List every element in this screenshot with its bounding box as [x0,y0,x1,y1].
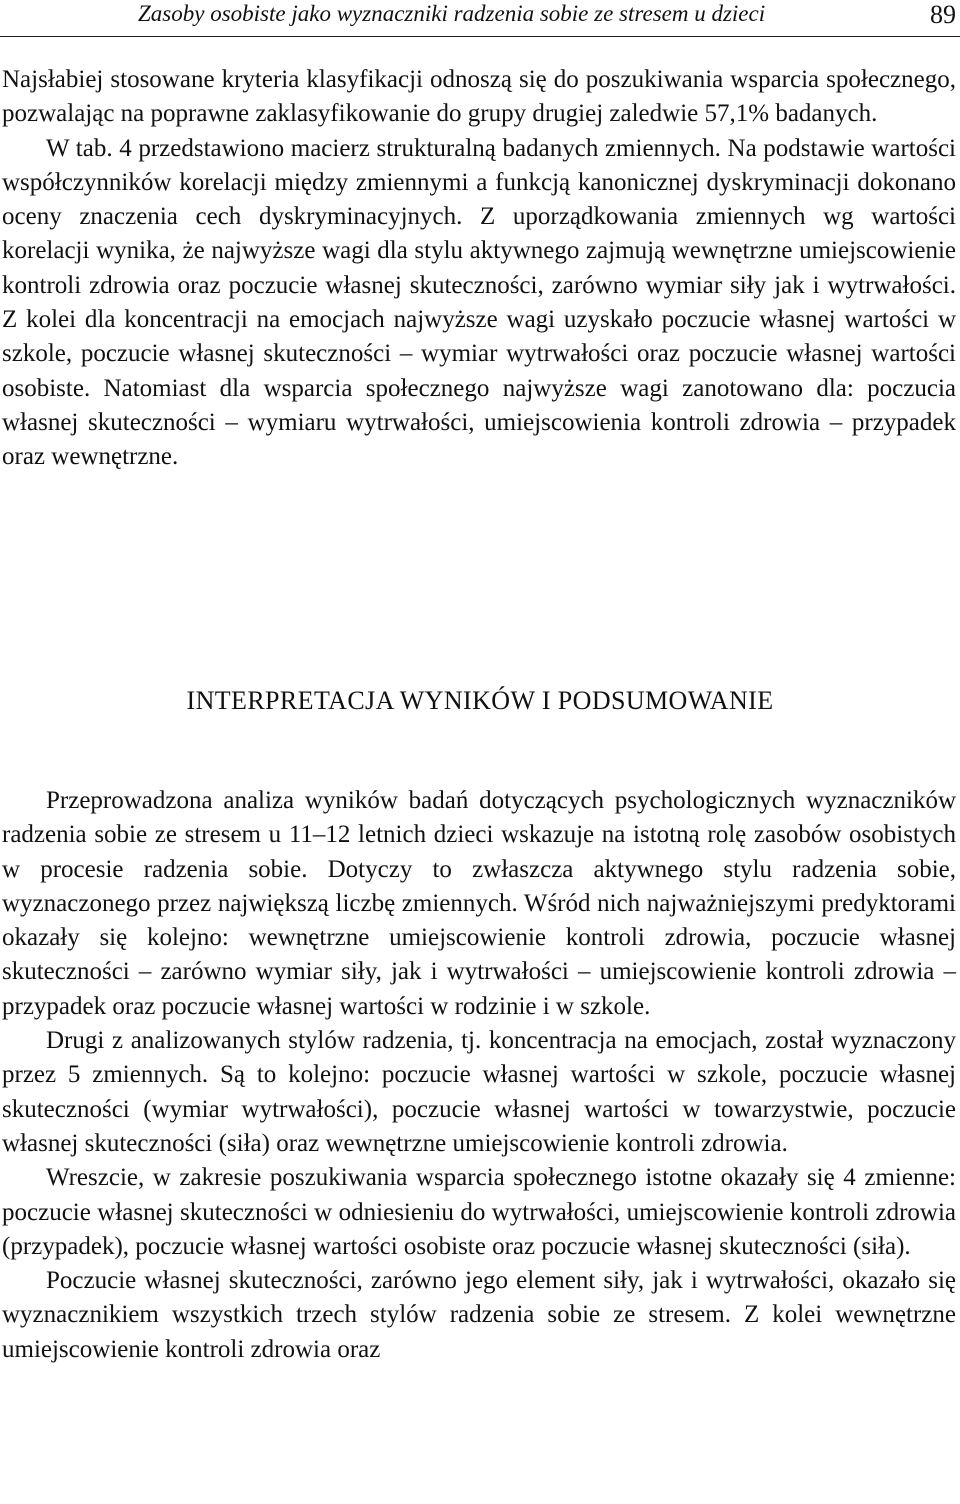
running-title: Zasoby osobiste jako wyznaczniki radzenia sobie ze stresem u dzieci [138,1,766,26]
body-text-top [2,63,956,475]
paragraph: Przeprowadzona analiza wyników badań dotyczących psychologicznych wyznaczników radzenia sobie ze stresem u 11–12 letnich dzieci wskazuje na istotną rolę zasobów osobistych w procesie radzenia sobie. Dotyczy to zwłaszcza aktywnego stylu radzenia sobie, wyznaczonego przez największą liczbę zmiennych. Wśród nich najważniejszymi predyktorami okazały się kolejno: wewnętrzne umiejscowienie kontroli zdrowia, poczucie własnej skuteczności – zarówno wymiar siły, jak i wytrwałości – umiejscowienie kontroli zdrowia – przypadek oraz poczucie własnej wartości w rodzinie i w szkole. [2,787,956,1020]
paragraph: Poczucie własnej skuteczności, zarówno jego element siły, jak i wytrwałości, okazało się wyznacznikiem wszystkich trzech stylów radzenia sobie ze stresem. Z kolei wewnętrzne umiejscowienie kontroli zdrowia oraz [2,1267,956,1363]
body-text-bottom [2,784,956,1367]
section-heading: INTERPRETACJA WYNIKÓW I PODSUMOWANIE [186,686,774,715]
paragraph: W tab. 4 przedstawiono macierz strukturalną badanych zmiennych. Na podstawie wartości współczynników korelacji między zmiennymi a funkcją kanonicznej dyskryminacji dokonano oceny znaczenia cech dyskryminacyjnych. Z uporządkowania zmiennych wg wartości korelacji wynika, że najwyższe wagi dla stylu aktywnego zajmują wewnętrzne umiejscowienie kontroli zdrowia oraz poczucie własnej skuteczności, zarówno wymiar siły jak i wytrwałości. Z kolei dla koncentracji na emocjach najwyższe wagi uzyskało poczucie własnej wartości w szkole, poczucie własnej skuteczności – wymiar wytrwałości oraz poczucie własnej wartości osobiste. Natomiast dla wsparcia społecznego najwyższe wagi zanotowano dla: poczucia własnej skuteczności – wymiaru wytrwałości, umiejscowienia kontroli zdrowia – przypadek oraz wewnętrzne. [2,134,956,471]
page-number: 89 [930,0,956,29]
running-header [0,0,960,37]
paragraph: Drugi z analizowanych stylów radzenia, tj. koncentracja na emocjach, został wyznaczony przez 5 zmiennych. Są to kolejno: poczucie własnej wartości w szkole, poczucie własnej skuteczności (wymiar wytrwałości), poczucie własnej wartości w towarzystwie, poczucie własnej skuteczności (siła) oraz wewnętrzne umiejscowienie kontroli zdrowia. [2,1027,956,1157]
paragraph: Wreszcie, w zakresie poszukiwania wsparcia społecznego istotne okazały się 4 zmienne: poczucie własnej skuteczności w odniesieniu do wytrwałości, umiejscowienie kontroli zdrowia (przypadek), poczucie własnej wartości osobiste oraz poczucie własnej skuteczności (siła). [2,1164,956,1260]
paragraph: Najsłabiej stosowane kryteria klasyfikacji odnoszą się do poszukiwania wsparcia społecznego, pozwalając na poprawne zaklasyfikowanie do grupy drugiej zaledwie 57,1% badanych. [2,66,956,128]
